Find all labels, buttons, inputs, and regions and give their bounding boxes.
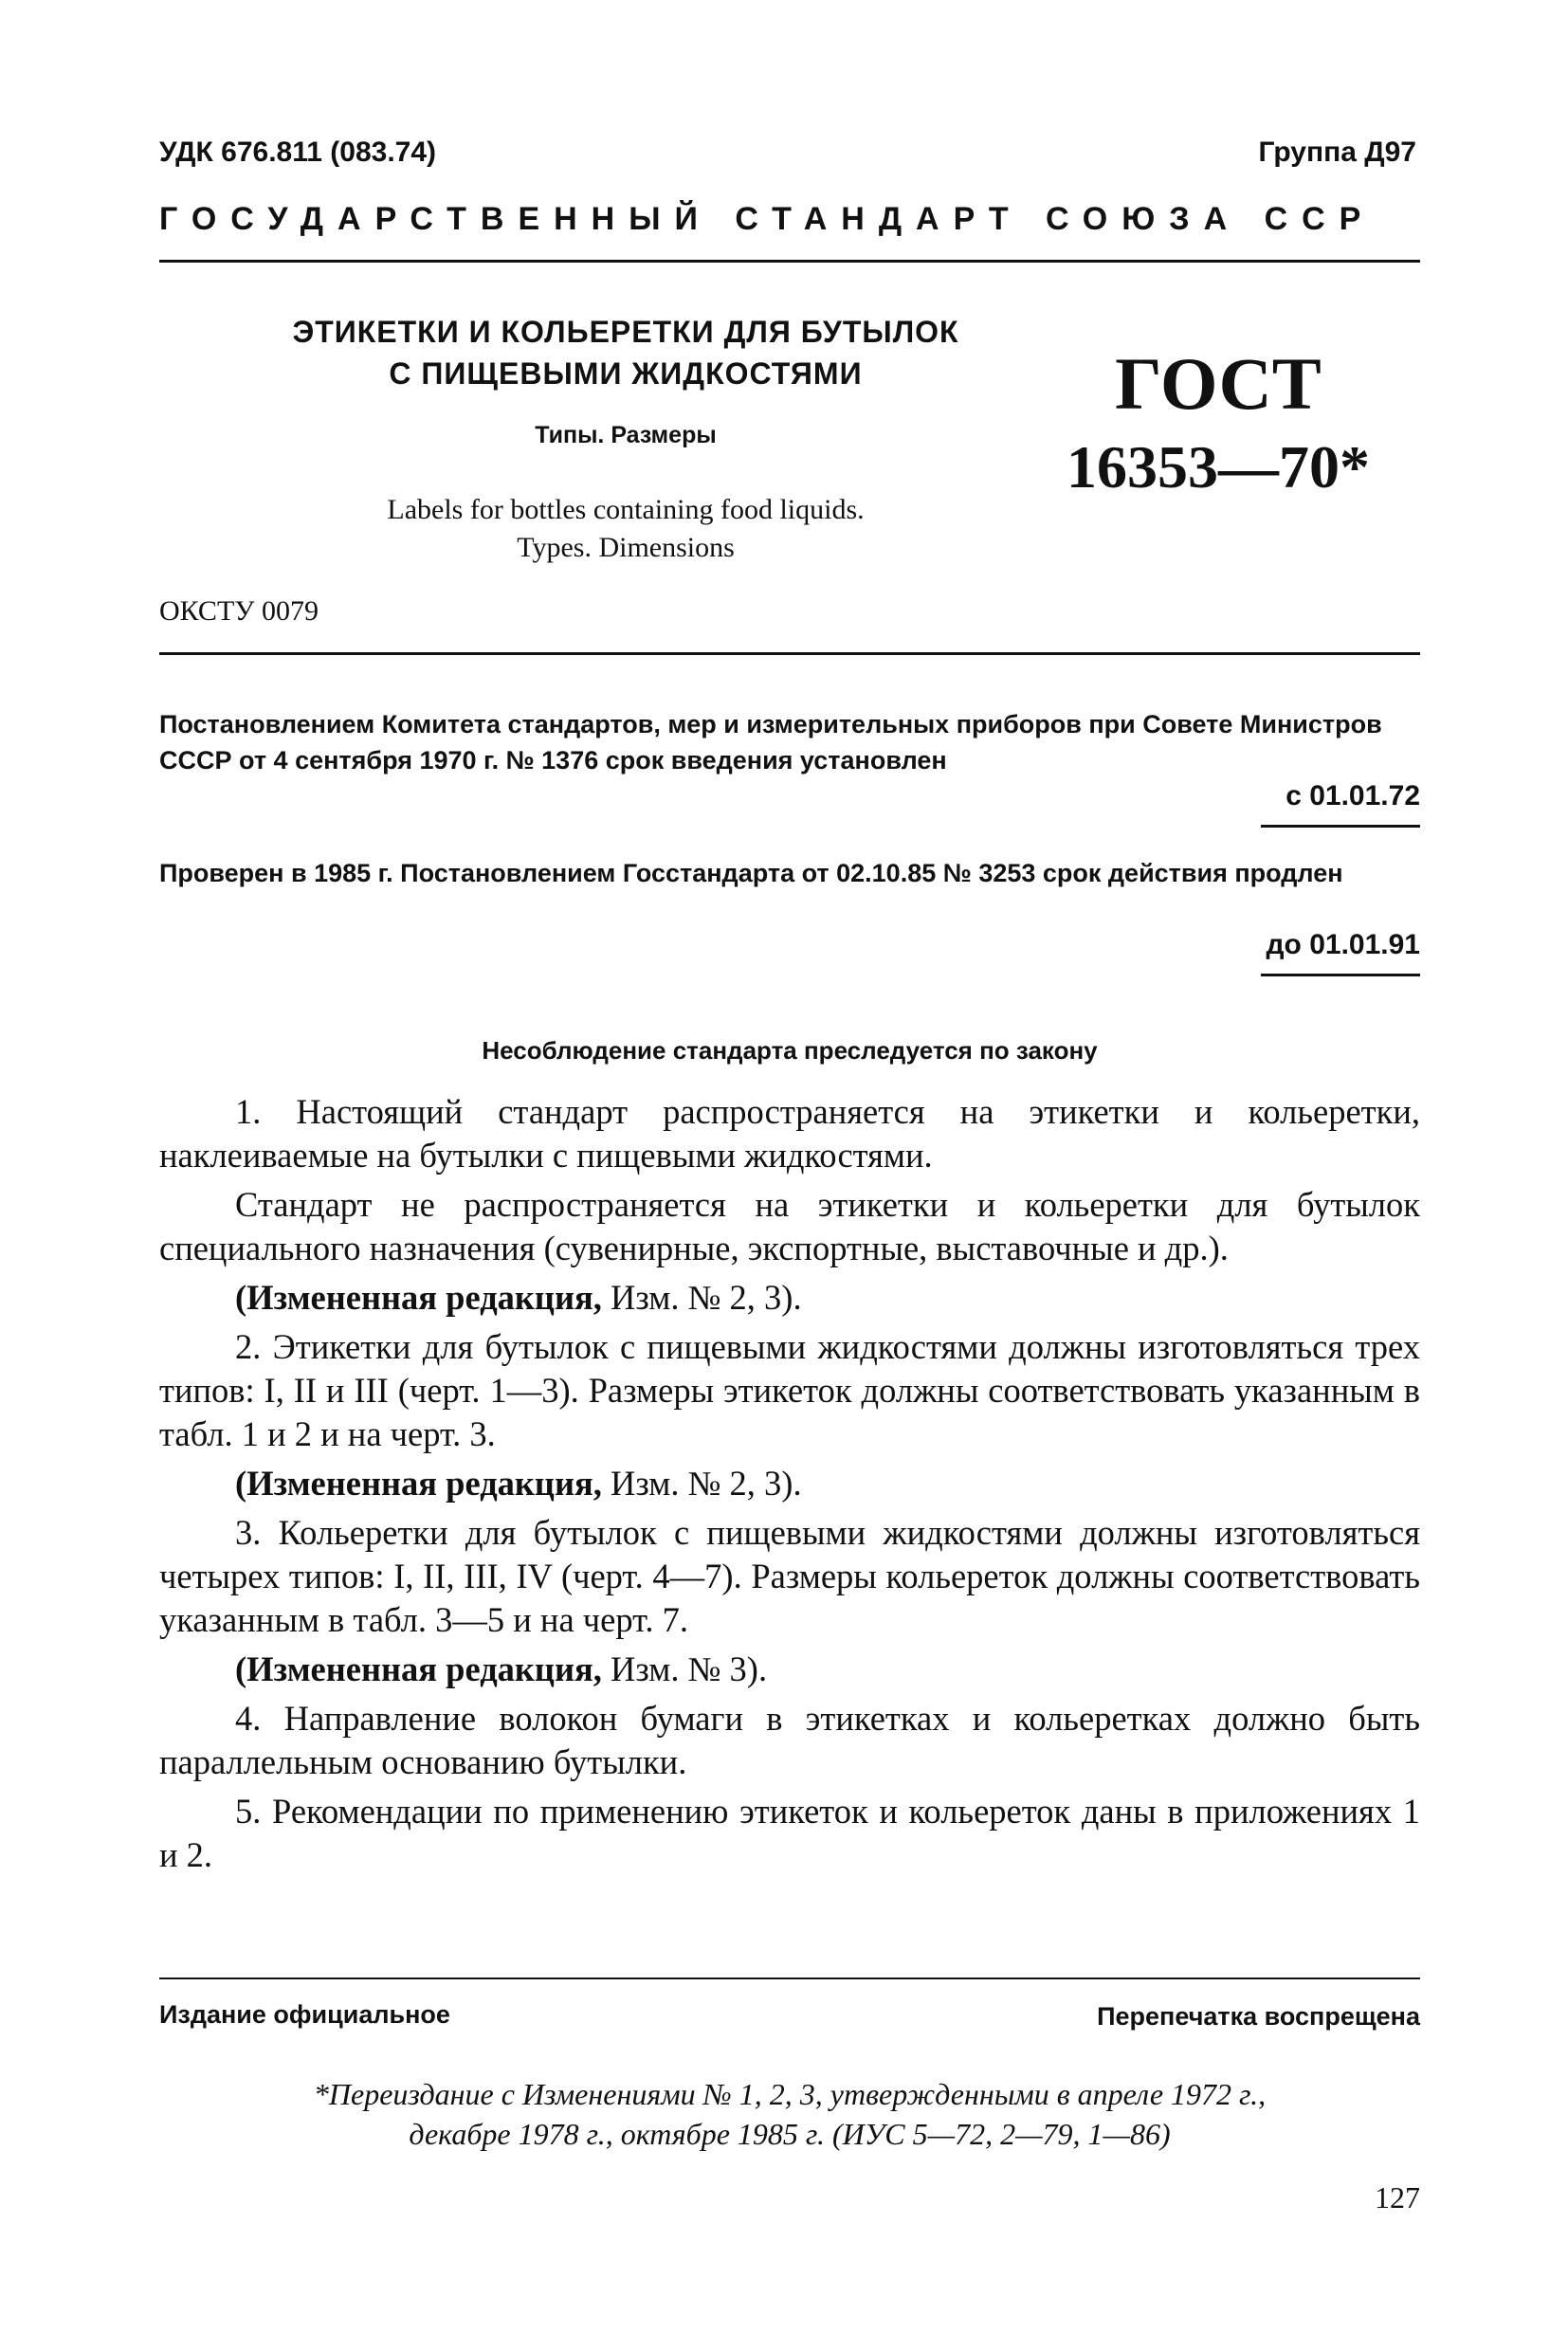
- footnote-line-1: *Переиздание с Изменениями № 1, 2, 3, утвержденными в апреле 1972 г.,: [313, 2077, 1267, 2111]
- body-text: [159, 1090, 1420, 1883]
- document-subtitle: Типы. Размеры: [535, 422, 717, 448]
- english-title-line-1: Labels for bottles containing food liquids.: [387, 494, 865, 525]
- amendment-note-ref: Изм. № 3).: [601, 1649, 768, 1688]
- page-number: 127: [1375, 2180, 1420, 2214]
- udk-code: УДК 676.811 (083.74): [159, 137, 437, 168]
- amendment-note-label: (Измененная редакция,: [235, 1278, 602, 1317]
- document-title: [237, 311, 1014, 394]
- amendment-note-label: (Измененная редакция,: [235, 1464, 602, 1503]
- decree-date-rule: [1261, 825, 1420, 828]
- paragraph-3: 3. Кольеретки для бутылок с пищевыми жидкостями должны изготовляться четырех типов: I, II, III, IV (черт. 4—7). Размеры кольереток должны соответствовать указанным в табл. 3—5 и на черт. 7.: [159, 1513, 1420, 1639]
- title-line-1: ЭТИКЕТКИ И КОЛЬЕРЕТКИ ДЛЯ БУТЫЛОК: [292, 315, 959, 349]
- review-text: Проверен в 1985 г. Постановлением Госстандарта от 02.10.85 № 3253 срок действия продлен: [159, 859, 1343, 887]
- amendment-note: [159, 1648, 1420, 1691]
- no-reprint-label: Перепечатка воспрещена: [1097, 2002, 1420, 2031]
- law-notice: Несоблюдение стандарта преследуется по закону: [482, 1036, 1098, 1065]
- header-rule: [159, 260, 1420, 263]
- amendment-note-ref: Изм. № 2, 3).: [601, 1464, 802, 1503]
- gost-number: 16353—70*: [1067, 433, 1370, 501]
- official-edition-label: Издание официальное: [159, 2000, 450, 2029]
- amendment-note-ref: Изм. № 2, 3).: [601, 1278, 802, 1317]
- paragraph-4: 4. Направление волокон бумаги в этикетках и кольеретках должно быть параллельным основанию бутылки.: [159, 1699, 1420, 1781]
- group-code: Группа Д97: [1258, 137, 1416, 168]
- paragraph-2: 2. Этикетки для бутылок с пищевыми жидкостями должны изготовляться трех типов: I, II и III (черт. 1—3). Размеры этикеток должны соответствовать указанным в табл. 1 и 2 и на черт. 3.: [159, 1327, 1420, 1453]
- review-date: до 01.01.91: [1266, 929, 1420, 960]
- decree-text: Постановлением Комитета стандартов, мер и измерительных приборов при Совете Министров СССР от 4 сентября 1970 г. № 1376 срок введения установлен: [159, 710, 1382, 775]
- amendment-note: [159, 1276, 1420, 1320]
- okstu-code: ОКСТУ 0079: [159, 595, 319, 627]
- paragraph-5: 5. Рекомендации по применению этикеток и кольереток даны в приложениях 1 и 2.: [159, 1792, 1420, 1874]
- amendment-note-label: (Измененная редакция,: [235, 1649, 602, 1688]
- paragraph-1-continued: Стандарт не распространяется на этикетки и кольеретки для бутылок специального назначения (сувенирные, экспортные, выставочные и др.).: [159, 1185, 1420, 1267]
- review-date-rule: [1261, 974, 1420, 976]
- paragraph-1: 1. Настоящий стандарт распространяется на этикетки и кольеретки, наклеиваемые на бутылки с пищевыми жидкостями.: [159, 1092, 1420, 1175]
- english-title: [237, 491, 1014, 567]
- amendment-note: [159, 1462, 1420, 1505]
- reissue-footnote: [159, 2074, 1420, 2154]
- title-rule: [159, 652, 1420, 655]
- footer-rule: [159, 1977, 1420, 1979]
- title-line-2: С ПИЩЕВЫМИ ЖИДКОСТЯМИ: [389, 356, 863, 391]
- state-standard-heading: ГОСУДАРСТВЕННЫЙ СТАНДАРТ СОЮЗА ССР: [159, 201, 1376, 237]
- footnote-line-2: декабре 1978 г., октябре 1985 г. (ИУС 5—72, 2—79, 1—86): [409, 2117, 1171, 2151]
- english-title-line-2: Types. Dimensions: [517, 532, 735, 563]
- gost-label: ГОСТ: [1115, 342, 1322, 425]
- decree-date: с 01.01.72: [1285, 780, 1420, 811]
